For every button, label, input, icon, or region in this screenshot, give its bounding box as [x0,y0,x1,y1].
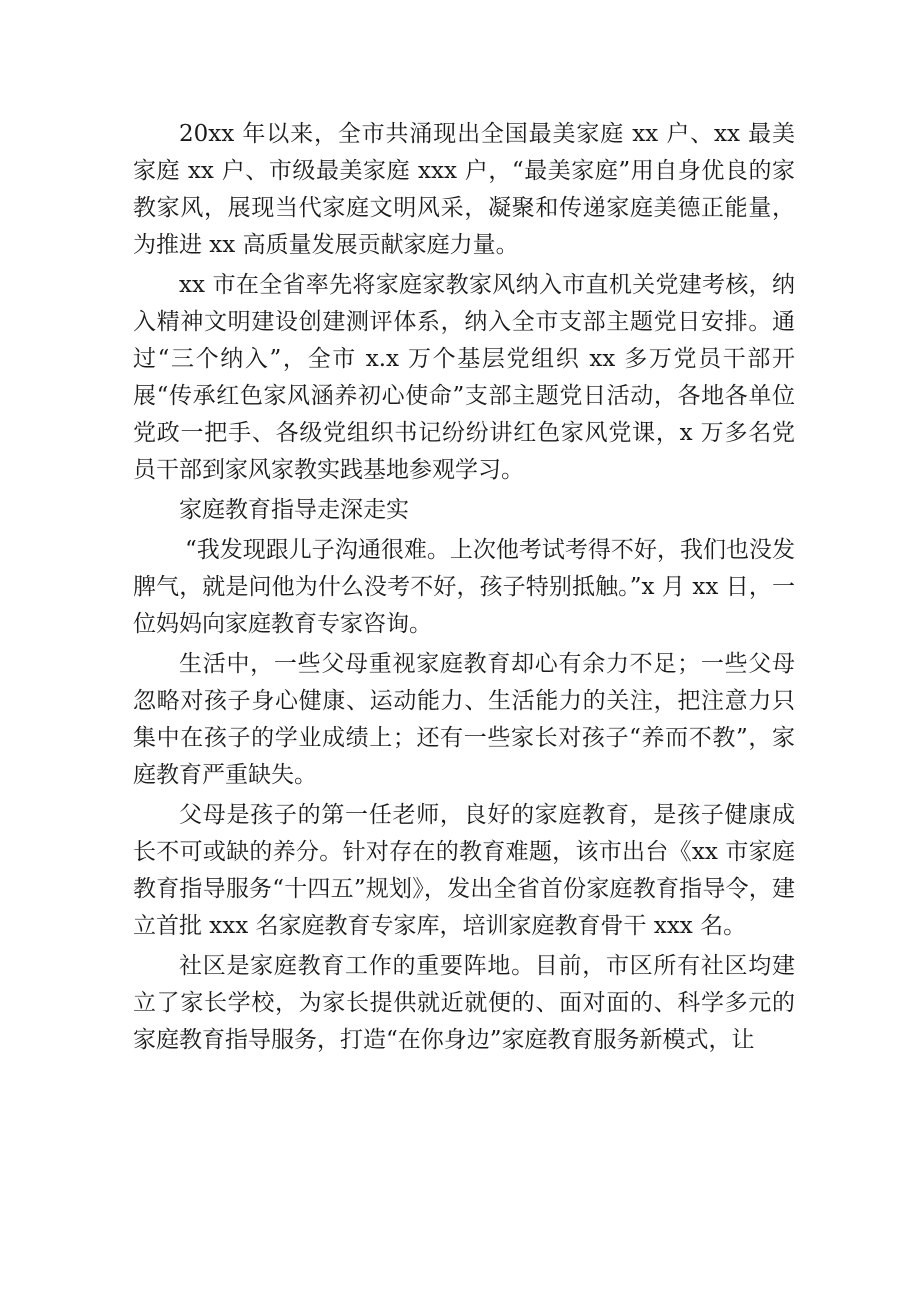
paragraph-city-measures: 父母是孩子的第一任老师，良好的家庭教育，是孩子健康成长不可或缺的养分。针对存在的教育难题，该市出台《xx 市家庭教育指导服务“十四五”规划》，发出全省首份家庭教育指导令，建立首批 xxx 名家庭教育专家库，培训家庭教育骨干 xxx 名。 [133,802,795,939]
paragraph-best-families: 20xx 年以来，全市共涌现出全国最美家庭 xx 户、xx 最美家庭 xx 户、市级最美家庭 xxx 户，“最美家庭”用自身优良的家教家风，展现当代家庭文明风采，凝聚和传递家庭美德正能量，为推进 xx 高质量发展贡献家庭力量。 [133,121,795,258]
document-body [133,116,795,1059]
paragraph-mother-quote: “我发现跟儿子沟通很难。上次他考试考得不好，我们也没发脾气，就是问他为什么没考不好，孩子特别抵触。”x 月 xx 日，一位妈妈向家庭教育专家咨询。 [133,537,795,637]
paragraph-party-building: xx 市在全省率先将家庭家教家风纳入市直机关党建考核，纳入精神文明建设创建测评体系，纳入全市支部主题党日安排。通过“三个纳入”，全市 x.x 万个基层党组织 xx 多万党员干部开展“传承红色家风涵养初心使命”支部主题党日活动，各地各单位党政一把手、各级党组织书记纷纷讲红色家风党课，x 万多名党员干部到家风家教实践基地参观学习。 [133,272,795,483]
paragraph-community-schools: 社区是家庭教育工作的重要阵地。目前，市区所有社区均建立了家长学校，为家长提供就近就便的、面对面的、科学多元的家庭教育指导服务，打造“在你身边”家庭教育服务新模式，让 [133,953,795,1053]
paragraph-parent-problems: 生活中，一些父母重视家庭教育却心有余力不足；一些父母忽略对孩子身心健康、运动能力、生活能力的关注，把注意力只集中在孩子的学业成绩上；还有一些家长对孩子“养而不教”，家庭教育严重缺失。 [133,651,795,788]
section-heading: 家庭教育指导走深走实 [179,497,409,523]
